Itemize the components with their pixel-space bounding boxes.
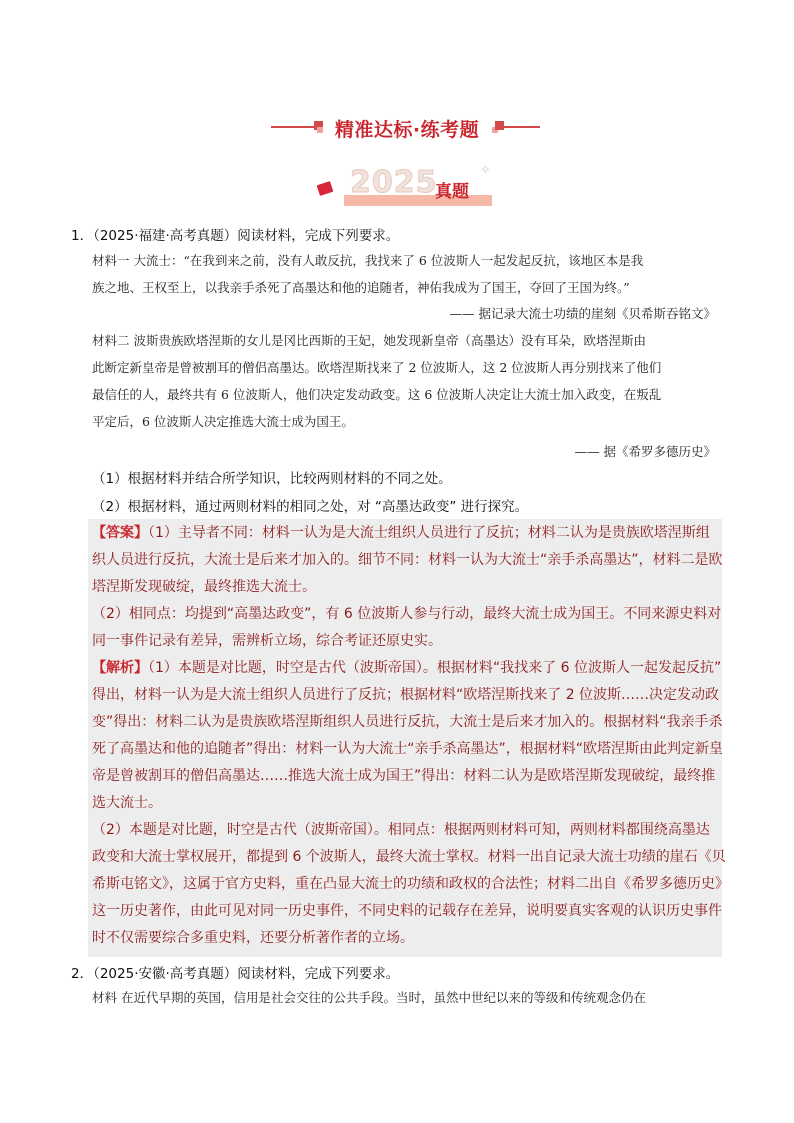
question-1-material-2 bbox=[92, 327, 718, 435]
title-left-rule bbox=[271, 126, 315, 128]
answer-tag: 【答案】 bbox=[92, 525, 148, 541]
title-right-rule bbox=[500, 126, 540, 128]
question-1-prompt: （2025·福建·高考真题）阅读材料，完成下列要求。 bbox=[93, 228, 400, 244]
question-2-number: 2． bbox=[71, 966, 94, 982]
flag-icon bbox=[317, 181, 334, 196]
material-line: 材料一 大流士：“在我到来之前，没有人敢反抗，我找来了 6 位波斯人一起发起反抗，该地区本是我 bbox=[92, 253, 644, 268]
answer-line: 塔涅斯发现破绽，最终推选大流士。 bbox=[92, 579, 316, 595]
analysis-line: 帝是曾被割耳的僧侣高墨达……推选大流士成为国王”得出：材料二认为是欧塔涅斯发现破绽，最终推 bbox=[92, 768, 716, 784]
section-title-banner bbox=[0, 113, 794, 141]
material-line: 平定后，6 位波斯人决定推选大流士成为国王。 bbox=[92, 414, 354, 429]
year-badge bbox=[314, 163, 494, 207]
analysis-line: 死了高墨达和他的追随者”得出：材料一认为大流士“亲手杀高墨达”，根据材料“欧塔涅斯由此判定新皇 bbox=[92, 741, 724, 757]
analysis-line bbox=[92, 658, 721, 678]
answer-line: 织人员进行反抗，大流士是后来才加入的。细节不同：材料一认为大流士“亲手杀高墨达”，材料二是欧 bbox=[92, 552, 723, 568]
answer-line: 同一事件记录有差异，需辨析立场，综合考证还原史实。 bbox=[92, 633, 442, 649]
material-line: 材料二 波斯贵族欧塔涅斯的女儿是冈比西斯的王妃，她发现新皇帝（高墨达）没有耳朵，欧塔涅斯由 bbox=[92, 333, 646, 348]
question-1-number: 1． bbox=[71, 228, 94, 244]
material-line: 此断定新皇帝是曾被割耳的僧侣高墨达。欧塔涅斯找来了 2 位波斯人，这 2 位波斯人再分别找来了他们 bbox=[92, 360, 662, 375]
answer-line: （2）相同点：均提到“高墨达政变”，有 6 位波斯人参与行动，最终大流士成为国王。不同来源史料对 bbox=[92, 606, 722, 622]
analysis-line: （2）本题是对比题，时空是古代（波斯帝国）。相同点：根据两则材料可知，两则材料都围绕高墨达 bbox=[92, 822, 710, 838]
question-1-header bbox=[71, 224, 399, 244]
material-line: 材料 在近代早期的英国，信用是社会交往的公共手段。当时，虽然中世纪以来的等级和传统观念仍在 bbox=[92, 990, 646, 1005]
analysis-tag: 【解析】 bbox=[92, 660, 148, 676]
analysis-text: （1）本题是对比题，时空是古代（波斯帝国）。根据材料“我找来了 6 位波斯人一起发起反抗” bbox=[148, 660, 722, 676]
question-2-prompt: （2025·安徽·高考真题）阅读材料，完成下列要求。 bbox=[93, 966, 400, 982]
question-1-answer-block bbox=[88, 519, 729, 957]
analysis-line: 政变和大流士掌权展开，都提到 6 个波斯人，最终大流士掌权。材料一出自记录大流士功绩的崖石《贝 bbox=[92, 849, 726, 865]
material-line: 族之地、王权至上，以我亲手杀死了高墨达和他的追随者，神佑我成为了国王，夺回了王国为终。” bbox=[92, 280, 630, 295]
analysis-line: 希斯屯铭文》，这属于官方史料，重在凸显大流士的功绩和政权的合法性；材料二出自《希罗多德历史》 bbox=[92, 876, 729, 892]
analysis-line: 这一历史著作，由此可见对同一历史事件，不同史料的记载存在差异，说明要真实客观的认识历史事件 bbox=[92, 903, 722, 919]
analysis-line: 得出，材料一认为是大流士组织人员进行了反抗；根据材料“欧塔涅斯找来了 2 位波斯……决定发动政 bbox=[92, 687, 720, 703]
question-2-header bbox=[71, 962, 399, 982]
sparkle-icon: ✧ bbox=[480, 163, 491, 178]
analysis-line: 变”得出：材料二认为是贵族欧塔涅斯组织人员进行反抗，大流士是后来才加入的。根据材料“我亲手杀 bbox=[92, 714, 723, 730]
question-1-material-2-citation: —— 据《希罗多德历史》 bbox=[574, 444, 716, 459]
question-1-material-1 bbox=[92, 247, 718, 301]
question-1-material-1-citation: —— 据记录大流士功绩的崖刻《贝希斯吞铭文》 bbox=[449, 306, 716, 321]
question-1-requirement-1: （1）根据材料并结合所学知识，比较两则材料的不同之处。 bbox=[92, 471, 452, 487]
year-badge-year: 2025 bbox=[350, 165, 438, 200]
analysis-line: 时不仅需要综合多重史料，还要分析著作者的立场。 bbox=[92, 930, 414, 946]
question-2-material bbox=[92, 984, 718, 1011]
answer-text: （1）主导者不同：材料一认为是大流士组织人员进行了反抗；材料二认为是贵族欧塔涅斯组 bbox=[148, 525, 710, 541]
analysis-line: 选大流士。 bbox=[92, 795, 162, 811]
answer-line bbox=[92, 523, 710, 543]
question-1-requirement-2: （2）根据材料，通过两则材料的相同之处，对 “高墨达政变” 进行探究。 bbox=[92, 499, 529, 515]
year-badge-label: 真题 bbox=[435, 182, 469, 202]
section-title: 精准达标·练考题 bbox=[334, 119, 480, 141]
material-line: 最信任的人，最终共有 6 位波斯人，他们决定发动政变。这 6 位波斯人决定让大流士加入政变，在叛乱 bbox=[92, 387, 662, 402]
